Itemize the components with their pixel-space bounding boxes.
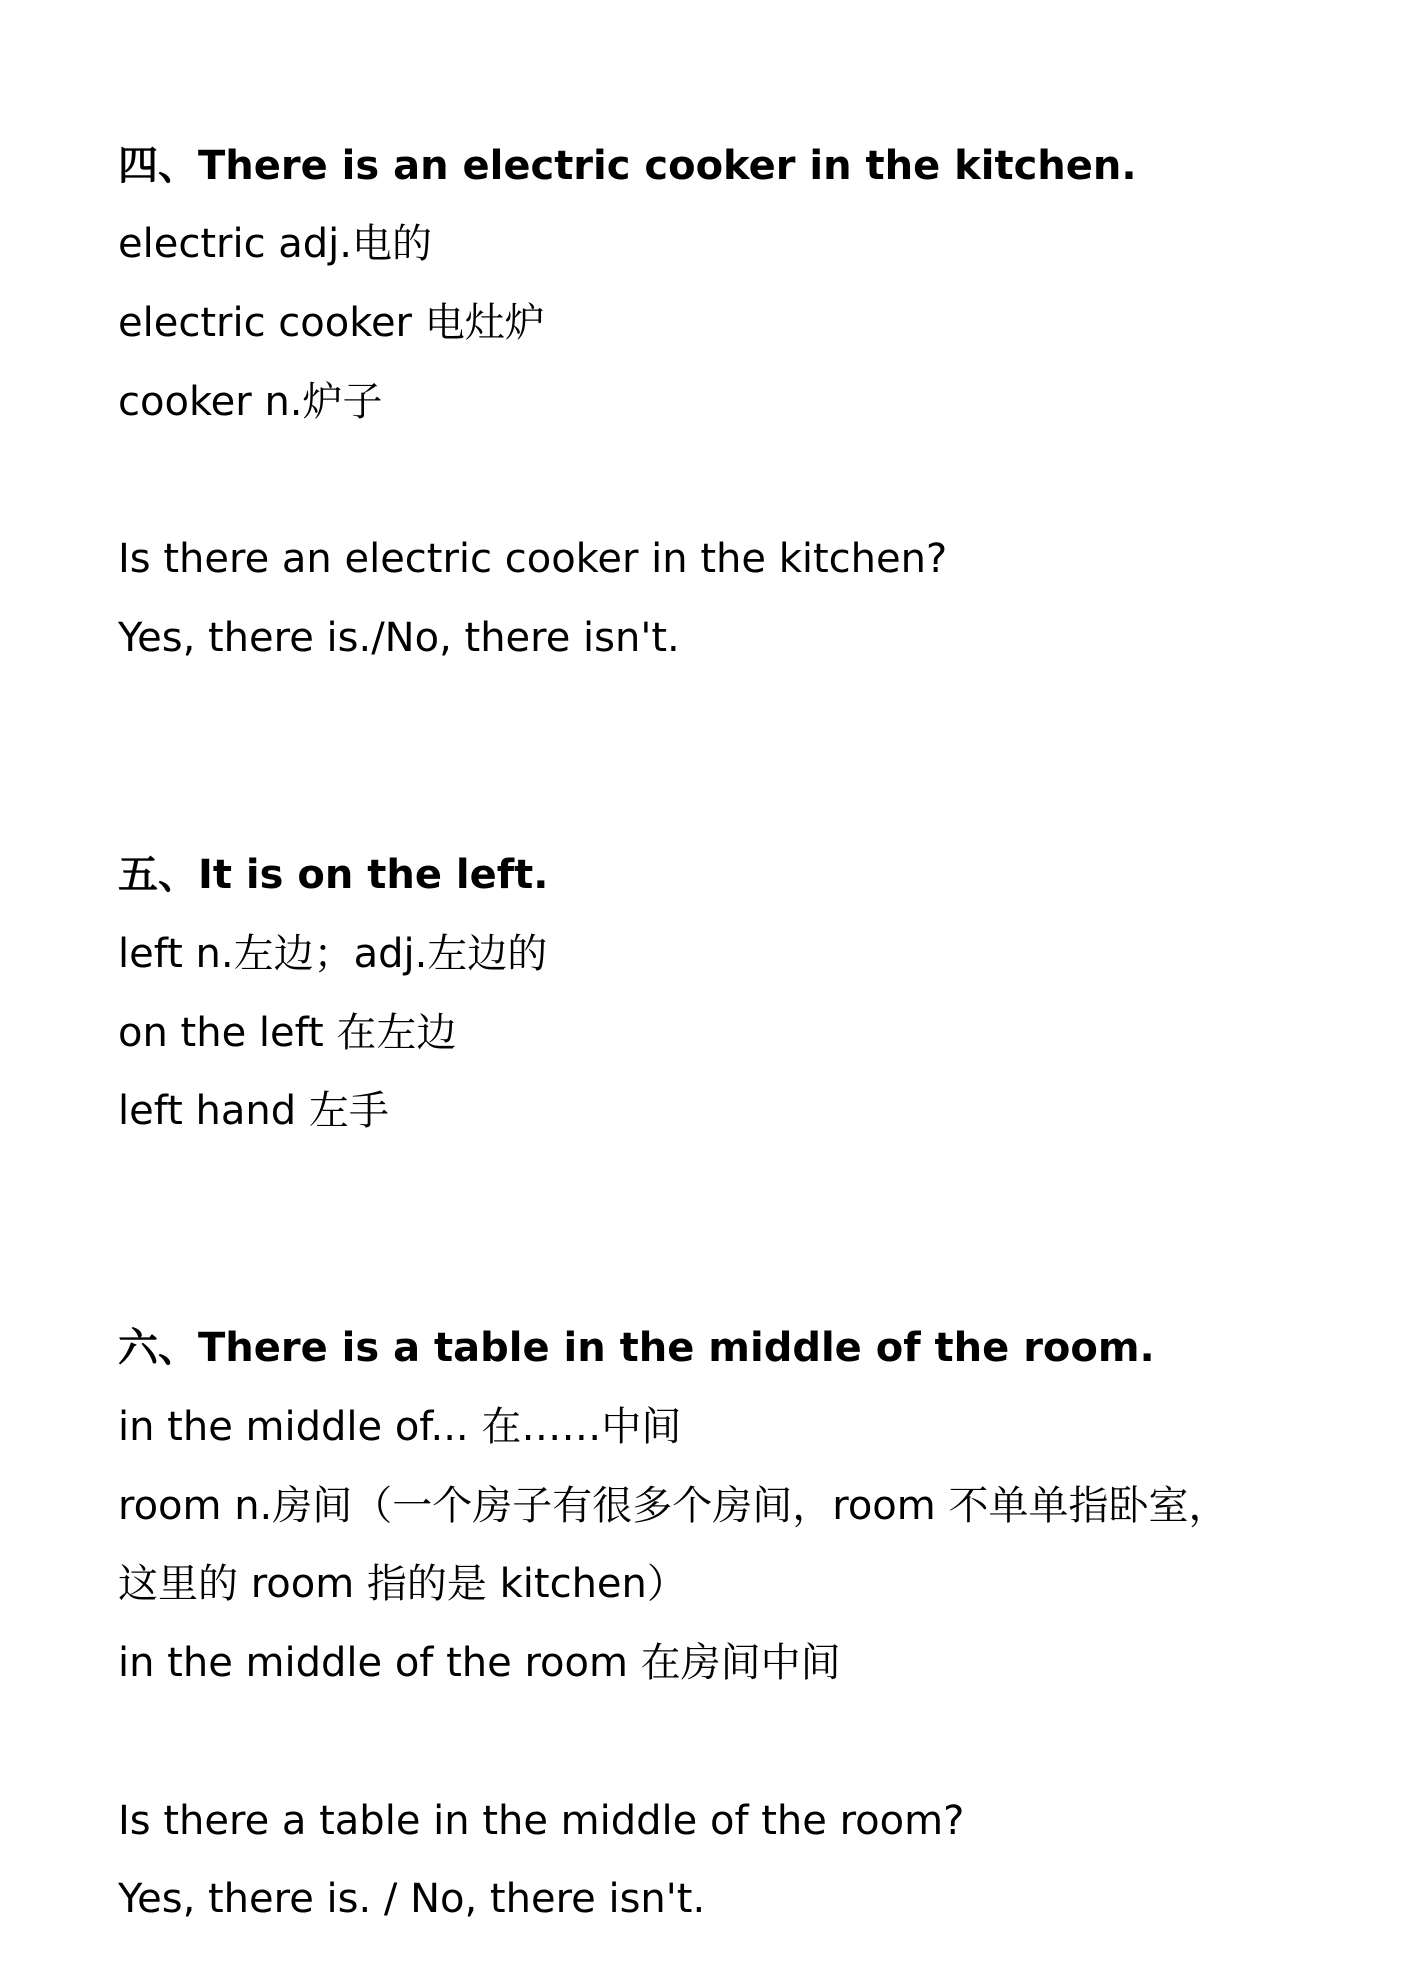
section-four-vocab-2: electric cooker 电灶炉 — [118, 300, 545, 346]
section-six-vocab-1: in the middle of... 在……中间 — [118, 1404, 682, 1450]
section-four-vocab-1: electric adj.电的 — [118, 221, 433, 267]
section-five-heading: 五、It is on the left. — [118, 852, 549, 898]
section-five-vocab-1: left n.左边；adj.左边的 — [118, 931, 548, 977]
section-six-vocab-2: room n.房间（一个房子有很多个房间，room 不单单指卧室， — [118, 1483, 1229, 1529]
section-four-heading: 四、There is an electric cooker in the kitchen. — [118, 143, 1137, 189]
section-four-vocab-3: cooker n.炉子 — [118, 379, 383, 425]
section-six-answer: Yes, there is. / No, there isn't. — [118, 1876, 706, 1922]
section-six-heading: 六、There is a table in the middle of the room. — [118, 1325, 1155, 1371]
section-six-question: Is there a table in the middle of the room? — [118, 1798, 965, 1844]
section-five-vocab-2: on the left 在左边 — [118, 1010, 457, 1056]
section-six-vocab-4: in the middle of the room 在房间中间 — [118, 1640, 841, 1686]
section-four-answer: Yes, there is./No, there isn't. — [118, 615, 680, 661]
section-six-vocab-3: 这里的 room 指的是 kitchen） — [118, 1561, 687, 1607]
section-five-vocab-3: left hand 左手 — [118, 1088, 389, 1134]
section-four-question: Is there an electric cooker in the kitchen? — [118, 536, 948, 582]
